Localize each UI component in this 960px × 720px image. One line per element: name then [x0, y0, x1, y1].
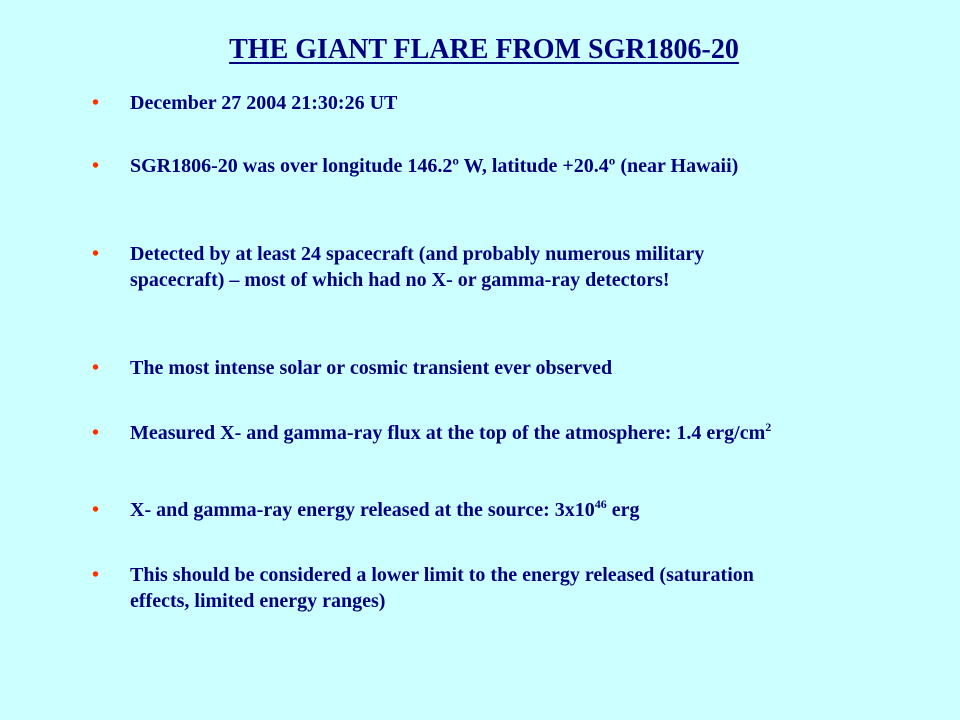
bullet-text-main: X- and gamma-ray energy released at the source: 3x10	[130, 499, 595, 521]
superscript: 46	[594, 497, 607, 511]
bullet-text: The most intense solar or cosmic transient ever observed	[130, 357, 613, 379]
bullet-text: This should be considered a lower limit to the energy released (saturation effects, limited energy ranges)	[130, 564, 754, 612]
bullet-item-lower-limit	[92, 562, 792, 614]
superscript: 2	[765, 420, 772, 434]
bullet-text: SGR1806-20 was over longitude 146.2º W, latitude +20.4º (near Hawaii)	[130, 155, 739, 177]
bullet-item-intensity	[92, 355, 792, 381]
bullet-item-flux	[92, 420, 792, 446]
bullet-icon: •	[92, 499, 100, 521]
bullet-text	[130, 420, 792, 446]
bullet-text: Detected by at least 24 spacecraft (and probably numerous military spacecraft) – most of which had no X- or gamma-ray detectors!	[130, 243, 705, 291]
bullet-icon: •	[92, 155, 100, 177]
bullet-icon: •	[92, 243, 100, 265]
bullet-text-tail: erg	[606, 499, 640, 521]
bullet-text	[130, 497, 792, 523]
bullet-text-main: Measured X- and gamma-ray flux at the top of the atmosphere: 1.4 erg/cm	[130, 422, 766, 444]
bullet-item-energy	[92, 497, 792, 523]
bullet-item-detection	[92, 241, 792, 293]
bullet-text: December 27 2004 21:30:26 UT	[130, 92, 398, 114]
bullet-item-location	[92, 153, 792, 179]
bullet-icon: •	[92, 564, 100, 586]
bullet-icon: •	[92, 422, 100, 444]
bullet-icon: •	[92, 92, 100, 114]
slide-title: THE GIANT FLARE FROM SGR1806-20	[229, 34, 739, 65]
bullet-item-date	[92, 90, 792, 116]
bullet-icon: •	[92, 357, 100, 379]
